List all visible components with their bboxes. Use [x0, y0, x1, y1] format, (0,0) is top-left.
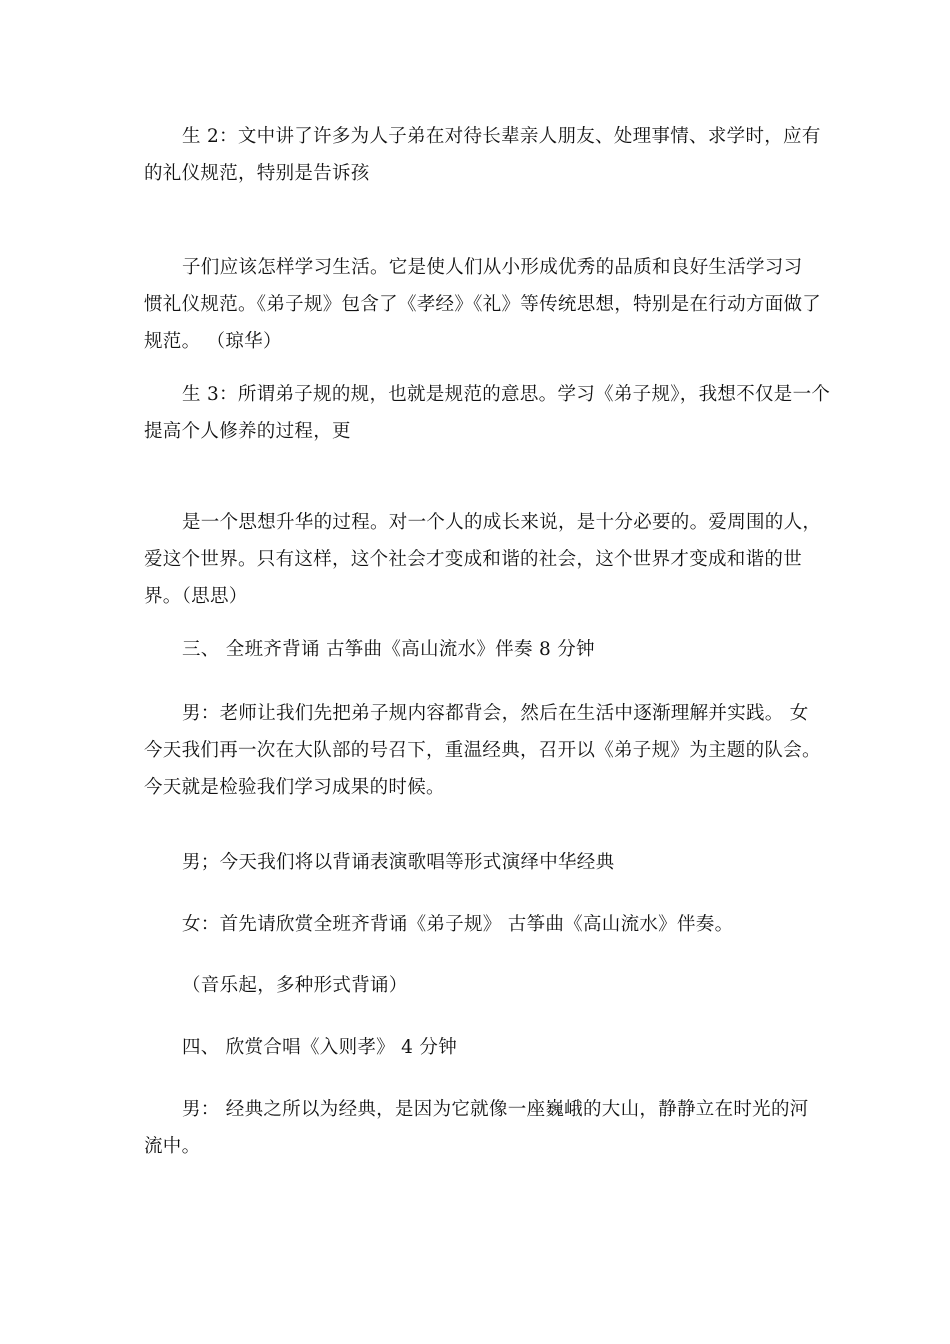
text-line: 惯礼仪规范。《弟子规》包含了《孝经》《礼》等传统思想，特别是在行动方面做了: [144, 294, 822, 315]
text-line: 今天我们再一次在大队部的号召下，重温经典，召开以《弟子规》为主题的队会。: [144, 740, 821, 761]
paragraph-male-3: [144, 1091, 812, 1165]
text-line: 界。（思思）: [144, 586, 248, 607]
section-heading-3: [144, 631, 812, 668]
text-line: 提高个人修养的过程，更: [144, 421, 351, 442]
paragraph-student-3: [144, 376, 831, 450]
text-line: 爱这个世界。只有这样，这个社会才变成和谐的社会，这个世界才变成和谐的世: [144, 549, 803, 570]
section-heading-4: [144, 1029, 812, 1066]
text-line: 生 3：所谓弟子规的规，也就是规范的意思。学习《弟子规》，我想不仅是一个: [182, 384, 831, 405]
text-line: 流中。: [144, 1136, 201, 1157]
paragraph-female: [144, 906, 812, 943]
text-line: 子们应该怎样学习生活。它是使人们从小形成优秀的品质和良好生活学习习: [182, 257, 803, 278]
text-line: （音乐起，多种形式背诵）: [182, 975, 408, 996]
stage-direction: [144, 967, 812, 1004]
text-line: 的礼仪规范，特别是告诉孩: [144, 163, 370, 184]
paragraph-student-2: [144, 118, 821, 192]
heading-line: 三、 全班齐背诵 古筝曲《高山流水》伴奏 8 分钟: [182, 639, 595, 660]
text-line: 女：首先请欣赏全班齐背诵《弟子规》 古筝曲《高山流水》伴奏。: [182, 914, 734, 935]
text-line: 生 2：文中讲了许多为人子弟在对待长辈亲人朋友、处理事情、求学时，应有: [182, 126, 821, 147]
text-line: 男：老师让我们先把弟子规内容都背会，然后在生活中逐渐理解并实践。 女: [182, 703, 809, 724]
paragraph-male-2: [144, 844, 812, 881]
text-line: 今天就是检验我们学习成果的时候。: [144, 777, 445, 798]
heading-line: 四、 欣赏合唱《入则孝》 4 分钟: [182, 1037, 458, 1058]
paragraph-student-3-continued: [144, 504, 822, 615]
text-line: 男；今天我们将以背诵表演歌唱等形式演绎中华经典: [182, 852, 615, 873]
text-line: 是一个思想升华的过程。对一个人的成长来说，是十分必要的。爱周围的人，: [182, 512, 822, 533]
paragraph-male-female: [144, 695, 821, 806]
text-line: 规范。 （琼华）: [144, 331, 282, 352]
paragraph-student-2-continued: [144, 249, 822, 360]
text-line: 男： 经典之所以为经典，是因为它就像一座巍峨的大山，静静立在时光的河: [182, 1099, 809, 1120]
